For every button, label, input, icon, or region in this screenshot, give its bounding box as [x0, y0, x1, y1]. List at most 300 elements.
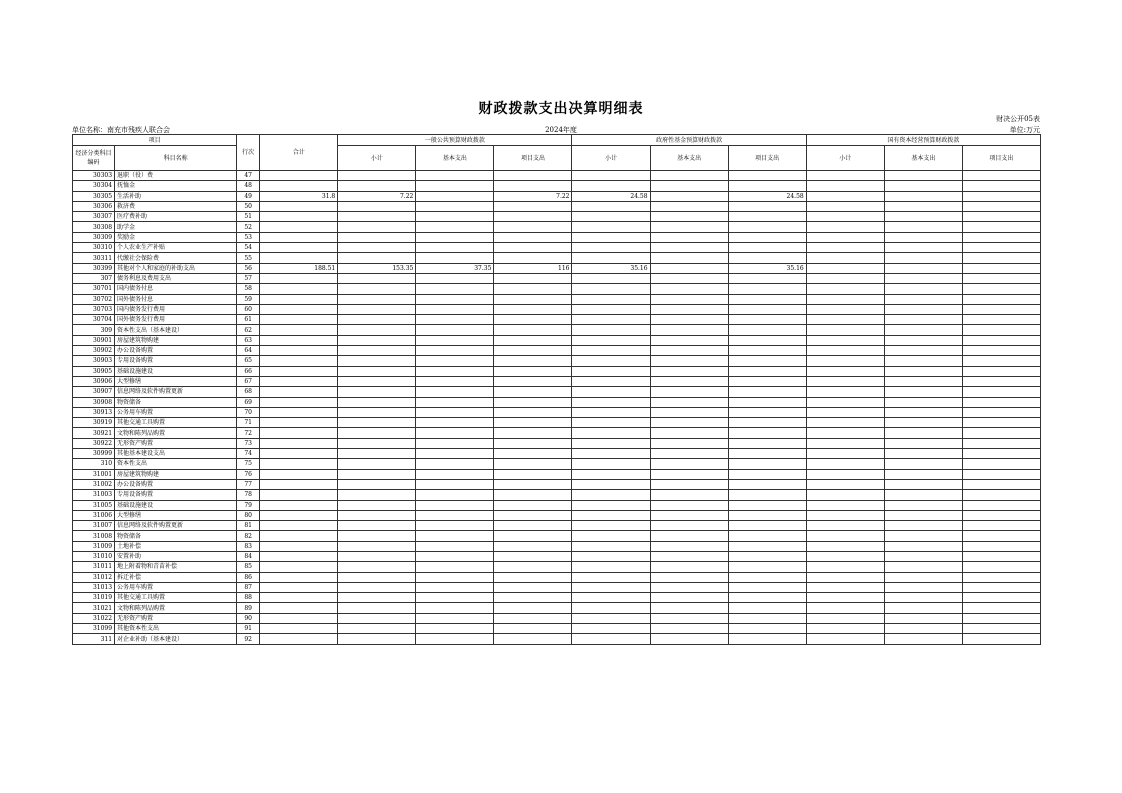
subject-name-cell: 无形资产购置	[115, 438, 237, 448]
value-cell	[884, 253, 962, 263]
econ-code-cell: 30908	[73, 397, 115, 407]
value-cell	[728, 325, 806, 335]
table-row	[73, 171, 1041, 181]
value-cell	[338, 541, 416, 551]
line-no-cell: 53	[237, 232, 260, 242]
value-cell	[416, 212, 494, 222]
value-cell	[806, 449, 884, 459]
table-row	[73, 407, 1041, 417]
value-cell	[416, 418, 494, 428]
value-cell	[806, 315, 884, 325]
header-state-project: 项目支出	[962, 146, 1040, 171]
subject-name-cell: 安置补助	[115, 551, 237, 561]
value-cell	[260, 613, 338, 623]
value-cell	[338, 634, 416, 644]
value-cell	[572, 335, 650, 345]
value-cell	[650, 479, 728, 489]
line-no-cell: 50	[237, 201, 260, 211]
value-cell	[416, 613, 494, 623]
value-cell	[260, 603, 338, 613]
header-group-fund: 政府性基金预算财政拨款	[572, 135, 806, 146]
line-no-cell: 81	[237, 521, 260, 531]
report-year: 2024年度	[545, 126, 577, 134]
line-no-cell: 63	[237, 335, 260, 345]
value-cell	[650, 191, 728, 201]
value-cell	[806, 603, 884, 613]
value-cell	[572, 551, 650, 561]
line-no-cell: 74	[237, 449, 260, 459]
line-no-cell: 66	[237, 366, 260, 376]
value-cell	[338, 201, 416, 211]
value-cell	[728, 376, 806, 386]
line-no-cell: 47	[237, 171, 260, 181]
value-cell	[650, 407, 728, 417]
subject-name-cell: 无形资产购置	[115, 613, 237, 623]
subject-name-cell: 大型修缮	[115, 510, 237, 520]
value-cell	[338, 397, 416, 407]
value-cell	[416, 397, 494, 407]
value-cell	[650, 376, 728, 386]
value-cell	[806, 469, 884, 479]
value-cell	[260, 325, 338, 335]
value-cell	[650, 315, 728, 325]
value-cell	[806, 479, 884, 489]
value-cell	[494, 201, 572, 211]
subject-name-cell: 办公设备购置	[115, 479, 237, 489]
table-row	[73, 273, 1041, 283]
econ-code-cell: 31002	[73, 479, 115, 489]
value-cell	[338, 624, 416, 634]
value-cell	[338, 613, 416, 623]
value-cell	[884, 376, 962, 386]
value-cell	[728, 521, 806, 531]
value-cell	[806, 531, 884, 541]
value-cell	[338, 315, 416, 325]
value-cell	[650, 490, 728, 500]
table-row	[73, 263, 1041, 273]
value-cell	[338, 449, 416, 459]
line-no-cell: 49	[237, 191, 260, 201]
value-cell	[572, 428, 650, 438]
table-row	[73, 469, 1041, 479]
econ-code-cell: 30913	[73, 407, 115, 417]
line-no-cell: 60	[237, 304, 260, 314]
value-cell	[494, 613, 572, 623]
value-cell	[416, 469, 494, 479]
value-cell	[962, 243, 1040, 253]
value-cell	[338, 346, 416, 356]
value-cell	[962, 366, 1040, 376]
value-cell	[572, 222, 650, 232]
value-cell	[338, 428, 416, 438]
value-cell	[728, 387, 806, 397]
line-no-cell: 79	[237, 500, 260, 510]
value-cell	[650, 397, 728, 407]
value-cell	[728, 315, 806, 325]
value-cell	[728, 510, 806, 520]
value-cell	[884, 346, 962, 356]
value-cell	[884, 469, 962, 479]
value-cell	[494, 479, 572, 489]
subject-name-cell: 生活补助	[115, 191, 237, 201]
value-cell	[338, 356, 416, 366]
value-cell	[494, 273, 572, 283]
value-cell	[650, 562, 728, 572]
value-cell	[728, 253, 806, 263]
value-cell	[806, 346, 884, 356]
value-cell	[416, 346, 494, 356]
line-no-cell: 82	[237, 531, 260, 541]
value-cell	[728, 479, 806, 489]
value-cell	[884, 325, 962, 335]
econ-code-cell: 309	[73, 325, 115, 335]
value-cell: 31.8	[260, 191, 338, 201]
value-cell	[572, 232, 650, 242]
value-cell	[260, 438, 338, 448]
value-cell	[806, 253, 884, 263]
value-cell	[806, 613, 884, 623]
value-cell	[416, 253, 494, 263]
value-cell	[260, 397, 338, 407]
econ-code-cell: 31003	[73, 490, 115, 500]
table-row	[73, 232, 1041, 242]
value-cell	[962, 418, 1040, 428]
econ-code-cell: 30303	[73, 171, 115, 181]
value-cell	[650, 263, 728, 273]
value-cell	[884, 222, 962, 232]
value-cell	[650, 171, 728, 181]
value-cell	[494, 562, 572, 572]
econ-code-cell: 307	[73, 273, 115, 283]
value-cell	[572, 582, 650, 592]
value-cell	[260, 335, 338, 345]
line-no-cell: 90	[237, 613, 260, 623]
value-cell	[962, 490, 1040, 500]
value-cell	[884, 521, 962, 531]
value-cell	[962, 253, 1040, 263]
value-cell	[338, 243, 416, 253]
value-cell	[416, 232, 494, 242]
table-row	[73, 541, 1041, 551]
value-cell	[494, 407, 572, 417]
value-cell	[728, 551, 806, 561]
value-cell	[494, 376, 572, 386]
value-cell	[728, 304, 806, 314]
value-cell	[572, 376, 650, 386]
subject-name-cell: 国内债务发行费用	[115, 304, 237, 314]
value-cell	[806, 191, 884, 201]
value-cell	[650, 500, 728, 510]
value-cell	[572, 562, 650, 572]
value-cell	[884, 582, 962, 592]
table-row	[73, 418, 1041, 428]
table-body	[73, 171, 1041, 645]
line-no-cell: 65	[237, 356, 260, 366]
econ-code-cell: 30919	[73, 418, 115, 428]
value-cell	[962, 315, 1040, 325]
value-cell	[650, 469, 728, 479]
value-cell	[494, 212, 572, 222]
value-cell	[806, 325, 884, 335]
value-cell	[494, 232, 572, 242]
header-fund-project: 项目支出	[728, 146, 806, 171]
value-cell	[260, 387, 338, 397]
value-cell	[260, 273, 338, 283]
value-cell	[416, 521, 494, 531]
value-cell	[806, 273, 884, 283]
value-cell	[572, 510, 650, 520]
value-cell	[962, 232, 1040, 242]
value-cell	[650, 243, 728, 253]
line-no-cell: 88	[237, 593, 260, 603]
value-cell	[962, 438, 1040, 448]
value-cell	[416, 624, 494, 634]
value-cell	[494, 541, 572, 551]
value-cell	[650, 335, 728, 345]
econ-code-cell: 30704	[73, 315, 115, 325]
value-cell: 35.16	[572, 263, 650, 273]
subject-name-cell: 其他交通工具购置	[115, 593, 237, 603]
table-row	[73, 243, 1041, 253]
econ-code-cell: 310	[73, 459, 115, 469]
value-cell	[728, 222, 806, 232]
value-cell	[572, 634, 650, 644]
value-cell	[962, 397, 1040, 407]
value-cell	[494, 500, 572, 510]
value-cell	[884, 191, 962, 201]
subject-name-cell: 拆迁补偿	[115, 572, 237, 582]
line-no-cell: 91	[237, 624, 260, 634]
value-cell	[260, 284, 338, 294]
line-no-cell: 78	[237, 490, 260, 500]
value-cell	[494, 459, 572, 469]
value-cell	[884, 315, 962, 325]
line-no-cell: 73	[237, 438, 260, 448]
value-cell	[962, 222, 1040, 232]
value-cell	[260, 428, 338, 438]
value-cell	[260, 469, 338, 479]
value-cell	[728, 171, 806, 181]
line-no-cell: 72	[237, 428, 260, 438]
value-cell	[650, 418, 728, 428]
value-cell	[572, 449, 650, 459]
value-cell	[260, 201, 338, 211]
value-cell	[962, 356, 1040, 366]
value-cell	[650, 449, 728, 459]
line-no-cell: 71	[237, 418, 260, 428]
header-fund-basic: 基本支出	[650, 146, 728, 171]
value-cell	[260, 500, 338, 510]
value-cell	[416, 531, 494, 541]
table-row	[73, 531, 1041, 541]
subject-name-cell: 其他资本性支出	[115, 624, 237, 634]
value-cell	[728, 346, 806, 356]
value-cell	[806, 428, 884, 438]
value-cell	[494, 521, 572, 531]
value-cell	[572, 531, 650, 541]
value-cell	[962, 284, 1040, 294]
header-general-project: 项目支出	[494, 146, 572, 171]
form-code: 财决公开05表	[996, 115, 1040, 123]
value-cell	[884, 438, 962, 448]
value-cell	[728, 572, 806, 582]
table-row	[73, 479, 1041, 489]
value-cell	[260, 531, 338, 541]
value-cell	[962, 346, 1040, 356]
line-no-cell: 64	[237, 346, 260, 356]
value-cell	[260, 222, 338, 232]
value-cell	[806, 284, 884, 294]
value-cell	[884, 232, 962, 242]
econ-code-cell: 31005	[73, 500, 115, 510]
econ-code-cell: 31006	[73, 510, 115, 520]
value-cell	[416, 582, 494, 592]
subject-name-cell: 其他交通工具购置	[115, 418, 237, 428]
value-cell	[806, 304, 884, 314]
subject-name-cell: 助学金	[115, 222, 237, 232]
value-cell	[338, 407, 416, 417]
value-cell	[416, 428, 494, 438]
subject-name-cell: 物资储备	[115, 397, 237, 407]
value-cell	[962, 634, 1040, 644]
value-cell	[806, 356, 884, 366]
econ-code-cell: 30701	[73, 284, 115, 294]
subject-name-cell: 奖励金	[115, 232, 237, 242]
value-cell	[884, 572, 962, 582]
value-cell	[494, 335, 572, 345]
value-cell	[416, 284, 494, 294]
value-cell: 37.35	[416, 263, 494, 273]
value-cell	[260, 418, 338, 428]
line-no-cell: 84	[237, 551, 260, 561]
value-cell	[728, 407, 806, 417]
value-cell	[962, 459, 1040, 469]
value-cell	[884, 634, 962, 644]
value-cell	[650, 201, 728, 211]
value-cell	[416, 510, 494, 520]
value-cell	[962, 201, 1040, 211]
value-cell: 116	[494, 263, 572, 273]
header-state-basic: 基本支出	[884, 146, 962, 171]
subject-name-cell: 房屋建筑物购建	[115, 335, 237, 345]
value-cell	[260, 582, 338, 592]
value-cell	[572, 181, 650, 191]
table-row	[73, 613, 1041, 623]
table-row	[73, 551, 1041, 561]
value-cell	[338, 284, 416, 294]
value-cell	[338, 500, 416, 510]
value-cell	[494, 531, 572, 541]
value-cell	[884, 387, 962, 397]
value-cell	[650, 459, 728, 469]
value-cell	[416, 222, 494, 232]
value-cell	[728, 212, 806, 222]
value-cell	[650, 325, 728, 335]
econ-code-cell: 30901	[73, 335, 115, 345]
line-no-cell: 51	[237, 212, 260, 222]
value-cell: 24.58	[572, 191, 650, 201]
header-general-subtotal: 小计	[338, 146, 416, 171]
header-total: 合计	[260, 135, 338, 171]
value-cell	[494, 387, 572, 397]
value-cell	[650, 253, 728, 263]
line-no-cell: 57	[237, 273, 260, 283]
value-cell	[962, 469, 1040, 479]
value-cell	[338, 551, 416, 561]
value-cell	[962, 449, 1040, 459]
value-cell	[338, 325, 416, 335]
value-cell	[884, 335, 962, 345]
value-cell	[572, 356, 650, 366]
value-cell	[806, 387, 884, 397]
value-cell	[728, 624, 806, 634]
value-cell	[416, 562, 494, 572]
table-row	[73, 376, 1041, 386]
value-cell	[572, 387, 650, 397]
header-item: 项目	[73, 135, 237, 146]
table-row	[73, 521, 1041, 531]
table-row	[73, 212, 1041, 222]
value-cell	[338, 222, 416, 232]
value-cell	[338, 294, 416, 304]
value-cell	[806, 562, 884, 572]
table-row	[73, 634, 1041, 644]
value-cell	[650, 510, 728, 520]
value-cell	[494, 366, 572, 376]
header-group-general: 一般公共预算财政拨款	[338, 135, 572, 146]
value-cell	[338, 232, 416, 242]
econ-code-cell: 30999	[73, 449, 115, 459]
value-cell	[338, 171, 416, 181]
value-cell	[338, 387, 416, 397]
table-row	[73, 624, 1041, 634]
value-cell	[260, 541, 338, 551]
line-no-cell: 83	[237, 541, 260, 551]
value-cell	[572, 438, 650, 448]
value-cell	[260, 171, 338, 181]
value-cell	[806, 181, 884, 191]
econ-code-cell: 30906	[73, 376, 115, 386]
table-row	[73, 490, 1041, 500]
value-cell	[884, 171, 962, 181]
subject-name-cell: 地上附着物和青苗补偿	[115, 562, 237, 572]
value-cell	[338, 459, 416, 469]
value-cell	[416, 541, 494, 551]
value-cell	[650, 356, 728, 366]
value-cell	[884, 407, 962, 417]
subject-name-cell: 救济费	[115, 201, 237, 211]
value-cell	[884, 459, 962, 469]
value-cell	[572, 572, 650, 582]
value-cell	[338, 521, 416, 531]
table-row	[73, 397, 1041, 407]
value-cell	[650, 603, 728, 613]
subject-name-cell: 债务利息及费用支出	[115, 273, 237, 283]
value-cell	[806, 593, 884, 603]
value-cell	[806, 171, 884, 181]
value-cell	[572, 521, 650, 531]
line-no-cell: 56	[237, 263, 260, 273]
value-cell	[494, 634, 572, 644]
value-cell	[728, 284, 806, 294]
table-row	[73, 572, 1041, 582]
value-cell	[650, 428, 728, 438]
value-cell	[884, 356, 962, 366]
value-cell	[650, 222, 728, 232]
value-cell	[494, 171, 572, 181]
table-row	[73, 438, 1041, 448]
econ-code-cell: 31099	[73, 624, 115, 634]
